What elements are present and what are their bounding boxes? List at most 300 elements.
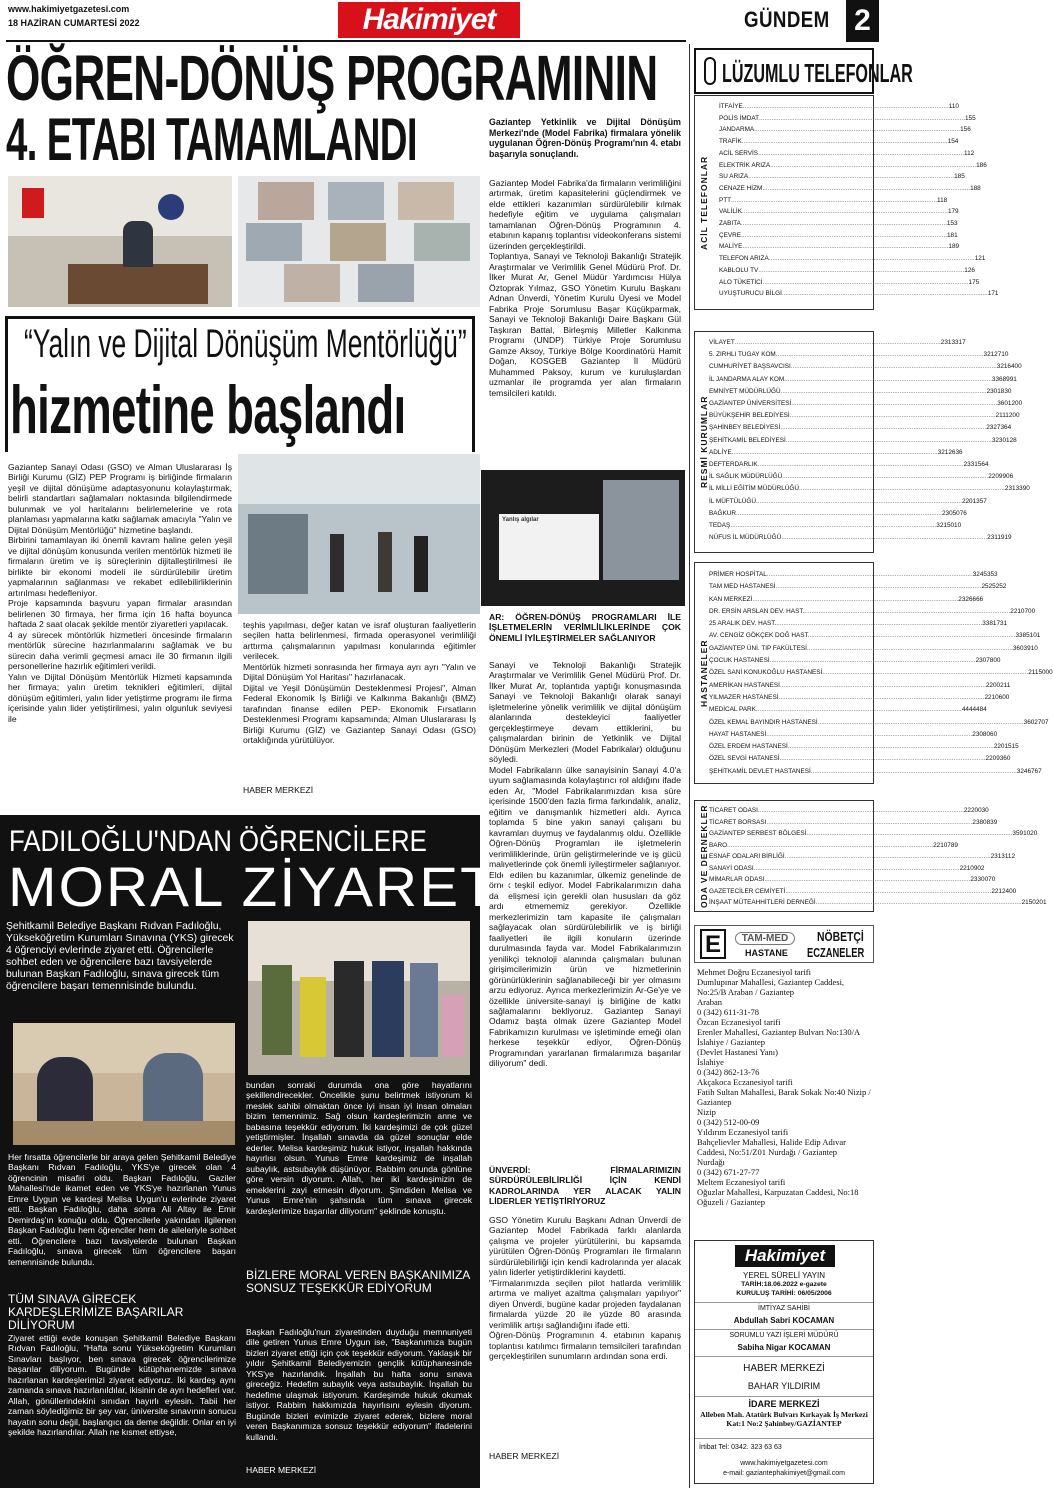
sponsor-name: TAM-MED [735,932,795,945]
article2-byline: HABER MERKEZİ [243,785,314,795]
hospitals-number[interactable]: 2210600 [984,693,1010,701]
hospitals-name: PRİMER HOSPİTAL [709,571,767,578]
leader-dots [743,101,949,113]
official-number[interactable]: 2301830 [986,387,1012,395]
leader-dots [754,863,960,875]
hospitals-row [709,766,1042,778]
pharmacy-e-icon: E [700,929,726,959]
owner-label: İMTİYAZ SAHİBİ [758,1305,810,1312]
leader-dots [776,581,982,593]
chambers-name: İNŞAAT MÜTEAHHİTLERİ DERNEĞİ [709,899,816,906]
emergency-list [719,101,999,300]
sponsor-sub: HASTANE [745,948,788,958]
hospitals-number[interactable]: 2200211 [985,681,1011,689]
official-name: ADLİYE [709,448,732,456]
official-row [709,349,1009,361]
emergency-row [719,288,999,300]
chambers-name: MİMARLAR ODASI [709,876,765,883]
official-row [709,386,1012,398]
leader-dots [727,840,933,852]
chambers-name: GAZİANTEP SERBEST BÖLGESİ [709,830,807,837]
leader-dots [758,459,964,471]
video-conference-photo [238,176,480,307]
hospitals-number[interactable]: 2308060 [972,730,998,738]
hospitals-number[interactable]: 2210700 [1010,607,1036,615]
emergency-name: SU ARIZA [719,173,749,181]
official-number[interactable]: 2313390 [1004,485,1030,493]
hospitals-name: HAYAT HASTANESİ [709,730,767,738]
hospitals-row [709,569,998,581]
leader-dots [752,594,958,606]
visit-photo-1 [13,1023,235,1145]
site-url[interactable]: www.hakimiyetgazetesi.com [8,4,130,14]
emergency-number[interactable]: 179 [947,208,959,216]
emergency-row [719,230,958,242]
chambers-row [709,840,958,852]
pharmacy-title-1: NÖBETÇİ [817,929,864,944]
hospitals-number[interactable]: 3385101 [1015,632,1041,640]
hospitals-label: HASTANELER [699,639,709,707]
emergency-number[interactable]: 110 [948,103,959,110]
admin-label: İDARE MERKEZİ [748,1399,820,1409]
chambers-name: ESNAF ODALARI BİRLİĞİ [709,853,785,860]
leader-dots [790,410,996,422]
official-row [709,447,963,459]
issue-date: 18 HAZİRAN CUMARTESİ 2022 [8,18,140,28]
hospitals-number[interactable]: 3245353 [972,571,998,578]
leader-dots [735,337,941,349]
leader-dots [818,717,1024,729]
hospitals-number[interactable]: 2326666 [958,595,984,603]
official-number[interactable]: 3216400 [996,363,1022,371]
official-number[interactable]: 2313317 [940,339,966,346]
article3-column-1a: Her fırsatta öğrencilerle bir araya gelen Şehitkamil Belediye Başkanı Rıdvan Fadıloğlu, YKS'ye girecek olan 4 öğrencinin misafiri oldu. Başkan Fadıloğlu, Gaziler Mahallesi'nde ikamet eden ve YKS'ye hazırlanan Yunus Emre Uygun ve kardeşi Melisa Uygun'u evlerinde ziyaret etti. Başkan Fadıloğlu, daha sonra Ali Altay ile Emir Demirdaş'ın konuğu oldu. Öğrencilerle yakından ilgilenen Başkan Fadıloğlu hem öğrenciler hem de aileleriyle sohbet etti. Öğrencilere bazı tavsiyelerde bulunan Başkan Fadıloğlu, sınava girecek tüm öğrencilere başarı temennisinde bulundu. [8,1152,236,1267]
leader-dots [742,206,948,218]
chambers-name: TİCARET BORSASI [709,818,767,826]
official-name: BAĞKUR [709,509,736,517]
article1-subhead-2: ÜNVERDİ: FİRMALARIMIZIN SÜRDÜRÜLEBİLİRLİĞİ İÇİN KENDİ KADROLARINDA YER ALACAK YALIN LİDERLER YETİŞTİRİYORUZ [489,1165,681,1207]
article1-paragraph-6: "Firmalarımızda seçilen pilot hatlarda verimlilik artırma ve maliyet azaltma çalışmaları yapılıyor" diyen Ünverdi, bugüne kadar projeden faydalanan firmalarda yüzde 20 ile yüzde 80 arasında verimlilik artışı sağlandığını ifade etti. [489,1277,681,1330]
emergency-box [694,95,999,310]
article3-subhead-2: BİZLERE MORAL VEREN BAŞKANIMIZA SONSUZ TEŞEKKÜR EDİYORUM [246,1268,470,1296]
hospitals-row [709,680,1011,692]
visit-photo-2 [248,921,470,1075]
official-number[interactable]: 2305076 [941,509,967,517]
leader-dots [786,435,992,447]
hospitals-number[interactable]: 3381731 [982,620,1008,628]
hospitals-name: ÖZEL SEVGİ HATANESİ [709,755,780,763]
hospitals-name: TAM MED HASTANESİ [709,583,776,591]
hospitals-number[interactable]: 2209360 [985,755,1011,763]
official-row [709,459,989,471]
chambers-row [709,851,1016,863]
article3-lead: Şehitkamil Belediye Başkanı Rıdvan Fadıloğlu, Yükseköğretim Kurumları Sınavına (YKS) girecek 4 öğrenciyi evlerinde ziyaret etti. Öğrencilerle sohbet eden ve öğrencilere bazı tavsiyelerde bulunan Başkan Fadıloğlu, sınava girecek tüm öğrencilere başarı temennisinde bulundu. [6,921,234,993]
leader-dots [811,766,1017,778]
editor-label: SORUMLU YAZI İŞLERİ MÜDÜRÜ [729,1332,839,1339]
chambers-number[interactable]: 2380839 [972,818,998,826]
article1-lead: Gaziantep Yetkinlik ve Dijital Dönüşüm Merkezi'nde (Model Fabrika) firmalara yönelik uygulanan Öğren-Dönüş Programı'nın 4. etabı başarıyla sonuçlandı. [489,117,681,160]
article3-column-1b: Ziyaret ettiği evde konuşan Şehitkamil Belediye Başkanı Rıdvan Fadıloğlu, "Hafta sonu Yükseköğretim Kurumları Sınavları başlıyor, ben sınava girecek öğrencilerimize başarılar diliyorum. Bugünde kütüphanemizde sınava hazırlanan kardeşlerimizi ziyaret ediyoruz. İki kardeş aynı zamanda sınava hazırlanıldılar, ikisinin de ayrı hedefleri var. Allah, gönüllerindekini sınıdan hayırlı eylesin. Tabii her zaman söylediğimiz bir şey var, üniversite sınavının sonucu hayatın sonu değil, başlangıcı da deme değildir. Onlar en iyi şekilde hazırlandılar. Allah ne kısmet ettiyse, [8,1333,236,1438]
article3-column-2a: bundan sonraki durumda ona göre hayatlarını şekillendirecekler. Öncelikle şunu belirtmek istiyorum ki meslek sahibi olmaktan önce iyi insan iyi insan olmaları bizim temennimiz. Sağ olsun kardeşlerimizin anne ve babasına teşekkür ediyorum. İki kardeşimizi de çok güzel yetiştirmişler. İnşallah sınavda da güzel sonuçlar elde ederler. Melisa kardeşimiz hukuk istiyor, inşallah hakkında hayırlısı olsun. Yunus Emre kardeşimiz de inşallah subaylık, astsubaylık düşünüyor. Rabbim onunda gönlüne göre versin diyorum. Allah, her iki kardeşimizin de emeklerini zayi etmesin diyorum. Şimdiden Melisa ve Yunus Emre'nin şahsında tüm sınava girecek kardeşlerimize başarılar diliyorum" şeklinde konuştu. [246,1080,472,1216]
leader-dots [776,618,982,630]
hospitals-name: ÖZEL ERDEM HASTANESİ [709,743,788,751]
hospitals-number[interactable]: 2307800 [975,657,1001,665]
official-row [709,398,1023,410]
article1-subhead-1: AR: ÖĞREN-DÖNÜŞ PROGRAMLARI İLE İŞLETMELERİN VERİMLİLİKLERİNDE ÇOK ÖNEMLİ İYİLEŞTİRMELER SAĞLANIYOR [489,612,681,643]
official-name: 5. ZIRHLI TUGAY KOM. [709,351,778,359]
emergency-number[interactable]: 175 [968,278,980,286]
official-row [709,410,1020,422]
leader-dots [788,741,994,753]
official-name: DEFTERDARLIK [709,461,758,469]
emergency-number[interactable]: 188 [970,184,981,192]
official-number[interactable]: 2311919 [987,534,1012,542]
chambers-number[interactable]: 2330070 [970,876,996,883]
hospitals-name: YILMAZER HASTANESİ [709,693,779,701]
emergency-name: TELEFON ARIZA [719,255,769,263]
hospitals-row [709,753,1011,765]
hospitals-number[interactable]: 4444484 [961,706,987,714]
leader-dots [758,148,964,160]
chambers-box [694,800,1047,912]
hospitals-row [709,630,1041,642]
leader-dots [785,886,991,898]
article2-column-2: teşhis yapılması, değer katan ve israf oluşturan faaliyetlerin seçilen hatta belirlenmesi, firmada operasyonel verimliliği arttırma çalışmalarının yapılması konularında eğitimler verilecek. Mentörlük hizmeti sonrasında her firmaya ayrı ayrı "Yalın ve Dijital Dönüşüm Yol Haritası" hazırlanacak. Dijital ve Yeşil Dönüşümün Desteklenmesi Projesi", Alman Federal Ekonomik İş Birliği ve Kalkınma Bakanlığı (BMZ) tarafından finanse edilen PEP- Ekonomik Fırsatların Desteklenmesi Programı kapsamında; Alman Uluslararası İş Birliği Kurumu (GİZ) ve Gaziantep Sanayi Odası (GSO) ortaklığında yürütülüyor. [243,620,476,746]
hospitals-row [709,618,1008,630]
official-name: İL MİLLİ EĞİTİM MÜDÜRLÜĞÜ [709,485,799,493]
emergency-name: ACİL SERVİS [719,149,759,157]
article3-kicker: FADILOĞLU'NDAN ÖĞRENCİLERE [9,825,427,858]
hospitals-row [709,717,1049,729]
emergency-name: TRAFİK [719,138,742,146]
chambers-label: ODA VE DERNEKLER [699,804,709,908]
official-name: NÜFUS İL MÜDÜRLÜĞÜ [709,534,782,542]
article2-kicker: “Yalın ve Dijital Dönüşüm Mentörlüğü” [24,322,467,366]
hospitals-number[interactable]: 2525252 [981,583,1007,591]
hospitals-number[interactable]: 2115000 [1028,669,1053,677]
emergency-number[interactable]: 186 [976,161,987,169]
official-name: İL MÜFTÜLÜĞÜ [709,497,756,505]
hospitals-row [709,581,1007,593]
leader-dots [741,230,947,242]
article3-headline: MORAL ZİYARETİ [8,855,517,918]
official-number[interactable]: 3212636 [937,448,963,456]
emergency-number[interactable]: 118 [937,196,948,204]
official-number[interactable]: 3215010 [936,522,962,530]
leader-dots [810,630,1016,642]
leader-dots [767,569,973,581]
official-row [709,483,1030,495]
emergency-number[interactable]: 181 [947,231,958,239]
leader-dots [785,851,991,863]
official-name: GAZİANTEP ÜNİVERSİTESİ [709,400,792,408]
imprint-box [694,1240,874,1484]
editor-name: Sabiha Nigar KOCAMAN [737,1343,831,1352]
imprint-line-1: YEREL SÜRELİ YAYIN [743,1271,825,1280]
emergency-name: ELEKTRİK ARIZA [719,161,771,169]
hospitals-row [709,594,984,606]
emergency-number[interactable]: 156 [960,126,971,134]
leader-dots [786,374,992,386]
leader-dots [742,136,948,148]
emergency-name: İTFAİYE [719,103,743,110]
emergency-label: ACİL TELEFONLAR [699,155,709,250]
official-row [709,508,967,520]
official-row [709,422,1012,434]
hospitals-row [709,729,998,741]
leader-dots [763,277,969,289]
hospitals-name: ÖZEL SANİ KONUKOĞLU HASTANESİ [709,669,823,677]
chambers-row [709,874,996,886]
hospitals-row [709,655,1001,667]
leader-dots [732,447,938,459]
imprint-logo: Hakimiyet [735,1245,835,1267]
chambers-number[interactable]: 2210902 [959,864,985,872]
chambers-name: GAZETECİLER CEMİYETİ [709,887,786,895]
contact-web[interactable]: www.hakimiyetgazetesi.com [740,1460,828,1467]
emergency-number[interactable]: 185 [954,173,965,181]
leader-dots [806,828,1012,840]
news-label: HABER MERKEZİ [743,1363,825,1374]
imprint-line-2: TARİH:18.06.2022 e-gazete [741,1281,827,1288]
office-photo [8,176,232,307]
conference-screen-photo [481,470,685,606]
official-name: EMNİYET MÜDÜRLÜĞÜ [709,387,781,395]
emergency-name: ÇEVRE [719,231,742,239]
leader-dots [780,422,986,434]
official-row [709,532,1012,544]
chambers-row [709,828,1038,840]
emergency-row [719,101,959,113]
official-list [709,337,1030,544]
leader-dots [816,897,1022,909]
admin-address: Alleben Mah. Atatürk Bulvarı Kırkayak İş Merkezi Kat:1 No:2 Şahinbey/GAZİANTEP [700,1410,868,1428]
article1-body-1 [489,178,681,460]
hospitals-row [709,606,1036,618]
article1-headline-2: 4. ETABI TAMAMLANDI [6,106,417,173]
official-number[interactable]: 2331564 [963,461,989,469]
leader-dots [782,288,988,300]
official-number[interactable]: 2201357 [961,497,987,505]
leader-dots [807,643,1013,655]
contact-email[interactable]: e-mail: gaziantephakimiyet@gmail.com [723,1470,845,1477]
official-name: ŞAHİNBEY BELEDİYESİ [709,424,781,432]
emergency-number[interactable]: 121 [974,255,986,263]
official-name: VİLAYET [709,339,735,346]
emergency-name: POLİS İMDAT [719,114,760,122]
leader-dots [770,160,976,172]
emergency-name: JANDARMA [719,126,755,134]
leader-dots [778,349,984,361]
official-number[interactable]: 3601200 [997,400,1023,408]
article3-box [0,815,517,1488]
emergency-row [719,136,959,148]
article1-paragraph-1: Gaziantep Model Fabrika'da firmaların verimliliğini artırmak, üretim kapasitelerini güçlendirmek ve elde ettikleri kazanımları sürdürülebilir kılmak hedefiyle eğitim ve uygulama çalışmaları tamamlanan Öğren-Dönüş Programının 4. etabının kapanış toplantısı videokonferans sistemi üzerinden gerçekleştirildi. [489,178,681,251]
leader-dots [736,508,942,520]
emergency-row [719,195,948,207]
chambers-number[interactable]: 3591020 [1012,830,1038,837]
emergency-row [719,113,976,125]
emergency-row [719,265,975,277]
leader-dots [791,398,997,410]
article1-paragraph-4: Model Fabrikaların ülke sanayisinin Sanayi 4.0'a uyum sağlamasında kolaylaştırıcı rol aldığını ifade eden Ar, "Model Fabrikalarımızdan kısa süre içerisinde 1500'den fazla firma farkındalık, analiz, eğitim ve danışmanlık hizmetleri aldı. Ayrıca toplamda 5 bine yakın sanayi çalışanı bu kavramları duymuş ve faydalanmış oldu. Özellikle Öğren-Dönüş Programları ile işletmelerin verimliliklerinde, ürün geliştirmelerinde ve iş gücü maliyetlerinde çok önemli iyileştirmeler sağlanıyor. Elde edilen bu kazanımlar, ülkemiz genelinde de örnek teşkil ediyor. Model Fabrikalarımızın daha da gelişmesi için gerekli olan hususları da göz ardı etmememiz gerekiyor. Özellikle merkezlerimizin tam kapasite ile çalışmaları sağlayacak olan sürdürülebilirlik ve iş birliği faaliyetleri ile ilgili konuların üzerinde durulmasında fayda var. Model Fabrikalarımızın yenilikçi teknoloji alanında çalışmaları bulunan girişimcilerimizin ürün ve hizmetlerinin görünürlüklerinin sağlanabileceği bir yer olmasını arzu ediyoruz. Ayrıca merkezlerimizin Ar-Ge'ye ve özellikle üniversite-sanayi iş birliğine de katkı sağlamalarını bekliyoruz. Gaziantep Sanayi Odamız başta olmak üzere Gaziantep Model Fabrikamızın kurulması ve işletiminde emeği olan herkese teşekkür ediyor, Öğren-Dönüş Programından yararlanan firmalarımıza başarılar diliyorum" dedi. [489,764,681,1069]
pharmacy-header [694,925,874,963]
emergency-number[interactable]: 126 [964,266,975,274]
emergency-row [719,148,975,160]
emergency-name: VALİLİK [719,208,742,216]
official-row [709,471,1014,483]
official-row [709,496,987,508]
imprint-line-3: KURULUŞ TARİHİ: 06/05/2006 [736,1290,832,1297]
leader-dots [731,195,937,207]
leader-dots [764,874,970,886]
phones-title-box [694,48,913,94]
emergency-name: UYUŞTURUCU BİLGİ [719,290,782,298]
official-number[interactable]: 3368991 [991,375,1017,383]
leader-dots [759,113,965,125]
pharmacy-list: Mehmet Doğru Eczanesiyol tarifi Dumlupınar Mahallesi, Gaziantep Caddesi, No:25/B Araban / Gaziantep Araban 0 (342) 611-31-78 Özcan Eczanesiyol tarifi Erenler Mahallesi, Gaziantep Bulvarı No:130/A İslahiye / Gaziantep (Devlet Hastanesi Yanı) İslahiye 0 (342) 862-13-76 Akçakoca Eczanesiyol tarifi Fatih Sultan Mahallesi, Barak Sokak No:40 Nizip / Gaziantep Nizip 0 (342) 512-00-09 Yıldırım Eczanesiyol tarifi Bahçelievler Mahallesi, Halide Edip Adıvar Caddesi, No:51/Z01 Nurdağı / Gaziantep Nurdağı 0 (342) 671-27-77 Meltem Eczanesiyol tarifi Oğuzlar Mahallesi, Karpuzatan Caddesi, No:18 Oğuzeli / Gaziantep [697,967,871,1208]
chambers-number[interactable]: 2212400 [991,887,1017,895]
official-row [709,435,1017,447]
official-row [709,361,1022,373]
hospitals-name: 25 ARALIK DEV. HAST. [709,620,777,628]
article1-headline-1: ÖĞREN-DÖNÜŞ PROGRAMININ [6,42,658,114]
screen-slide-title: Yanlış algılar [502,517,539,523]
section-title: GÜNDEM [744,7,830,32]
hospitals-list [709,569,1053,778]
official-label: RESMİ KURUMLAR [699,395,709,489]
article1-paragraph-2: Toplantıya, Sanayi ve Teknoloji Bakanlığı Stratejik Araştırmalar ve Verimlilik Genel Müdürü Prof. Dr. İlker Murat Ar, Genel Müdür Yardımcısı Hülya Öztoprak Yılmaz, GSO Yönetim Kurulu Başkanı Adnan Ünverdi, Yönetim Kurulu Üyesi ve Model Fabrika Proje Sorumlusu Başar Küçükparmak, Sanayi ve Teknoloji Bakanlığı Daire Başkanı Gül Taşkıran Battal, Birleşmiş Milletler Kalkınma Programı (UNDP) Türkiye Proje Sorumlusu Gamze Aksoy, Türkiye Bölge Koordinatörü Hamit Doğan, KOSGEB Gaziantep İl Müdürü Muhammed Paksoy, kurum ve kuruluşlardan uzmanlar ile programda yer alan firmaların temsilcileri katıldı. [489,251,681,398]
leader-dots [758,805,964,817]
emergency-number[interactable]: 112 [964,149,975,157]
hospitals-number[interactable]: 3246767 [1016,767,1042,775]
emergency-row [719,183,981,195]
emergency-name: ALO TÜKETİCİ [719,278,763,286]
hospitals-number[interactable]: 2201515 [993,743,1019,751]
official-name: İL SAĞLIK MÜDÜRLÜĞÜ [709,473,783,481]
emergency-row [719,124,971,136]
leader-dots [782,471,988,483]
leader-dots [766,817,972,829]
official-number[interactable]: 2111200 [995,412,1020,420]
leader-dots [822,667,1028,679]
leader-dots [791,361,997,373]
emergency-number[interactable]: 155 [964,114,976,122]
emergency-number[interactable]: 171 [987,290,999,298]
article1-paragraph-3: Sanayi ve Teknoloji Bakanlığı Stratejik Araştırmalar ve Verimlilik Genel Müdürü Prof. Dr. İlker Murat Ar, toplantıda yaptığı konuşmasında Sanayi ve Teknoloji Bakanlığı olarak sanayi işletmelerine yönelik verimlilik ve dijital dönüşüm alanlarında destekleyici faaliyetler gerçekleştirmeye devam ettiklerini, bu çalışmalardan birinin de Yetkinlik ve Dijital Dönüşüm Merkezleri (Model Fabrikalar) olduğunu söyledi. [489,660,681,765]
emergency-name: KABLOLU TV [719,266,759,274]
hospitals-row [709,667,1053,679]
article3-byline: HABER MERKEZİ [246,1465,317,1475]
chambers-number[interactable]: 2150201 [1021,899,1047,906]
hospitals-box [694,562,1053,784]
chambers-list [709,805,1047,909]
emergency-row [719,160,987,172]
hospitals-name: GAZİANTEP ÜNİ. TIP FAKÜLTESİ [709,644,807,652]
official-name: ŞEHİTKAMİL BELEDİYESİ [709,436,786,444]
official-number[interactable]: 3212710 [983,351,1009,359]
article3-subhead-1: TÜM SINAVA GİRECEK KARDEŞLERİMİZE BAŞARILAR DİLİYORUM [8,1292,184,1333]
official-number[interactable]: 3230128 [991,436,1017,444]
pharmacy-title-2: ECZANELER [807,945,865,960]
leader-dots [730,520,936,532]
leader-dots [770,655,976,667]
official-number[interactable]: 2209906 [988,473,1014,481]
official-name: BÜYÜKŞEHİR BELEDİYESİ [709,412,790,420]
hospitals-name: DR. ERSİN ARSLAN DEV. HAST. [709,607,805,615]
chambers-row [709,897,1047,909]
official-number[interactable]: 2327364 [986,424,1012,432]
article1-byline: HABER MERKEZİ [489,1451,560,1461]
emergency-name: ZABITA [719,220,741,228]
leader-dots [769,253,975,265]
chambers-name: SANAYİ ODASI [709,864,754,872]
hospitals-name: ÇOCUK HASTANESİ [709,657,770,665]
chambers-number[interactable]: 2313112 [990,853,1016,860]
emergency-row [719,171,965,183]
leader-dots [780,680,986,692]
leader-dots [758,265,964,277]
article1-body-2 [489,660,681,1160]
hospitals-number[interactable]: 3602707 [1023,718,1049,726]
article3-column-2b: Başkan Fadıloğlu'nun ziyaretinden duyduğu memnuniyeti dile getiren Yunus Emre Uygun ise, "Başkanımıza bugün bizleri ziyaret ettiği için çok teşekkür ediyorum. Yaklaşık bir yıldır Şehitkamil Belediyemizin gençlik kütüphanesinde YKS'ye hazırlandık. İnşallah bu hafta sonu sınava gireceğiz. Hedefim subaylık veya astsubaylık. İnşallah bu hedefime ulaşmak istiyorum. Kardeşimde hukuk okumak istiyor. Rabbim hakkımızda hayırlısını eylesin diyorum. Bugünde bizleri evimizde ziyaret ederek, bizlere moral veren Başkanımıza sonsuz teşekkür ediyorum" ifadelerini kullandı. [246,1327,472,1442]
owner-name: Abdullah Sabri KOCAMAN [733,1316,835,1325]
official-row [709,520,962,532]
leader-dots [742,241,948,253]
hospitals-number[interactable]: 3603910 [1012,644,1038,652]
emergency-row [719,206,959,218]
official-box [694,331,1030,553]
emergency-name: CENAZE HİZM. [719,184,765,192]
news-name: BAHAR YILDIRIM [747,1381,821,1391]
leader-dots [756,704,962,716]
emergency-number[interactable]: 189 [948,243,960,251]
leader-dots [754,124,960,136]
hospitals-name: MEDİCAL PARK [709,706,756,714]
leader-dots [748,171,954,183]
leader-dots [781,386,987,398]
official-row [709,374,1017,386]
leader-dots [756,496,962,508]
chambers-number[interactable]: 2210789 [933,841,958,849]
emergency-number[interactable]: 154 [947,138,959,146]
page-number: 2 [846,0,879,42]
official-name: TEDAŞ [709,522,731,530]
hospitals-name: KAN MERKEZİ [709,595,753,603]
chambers-row [709,886,1017,898]
phone-icon [704,57,716,85]
official-row [709,337,966,349]
phones-title: LÜZUMLU TELEFONLAR [722,58,913,88]
article2-column-1: Gaziantep Sanayi Odası (GSO) ve Alman Uluslararası İş Birliği Kurumu (GİZ) PEP Programı iş birliğinde firmaların yeşil ve dijital dönüşüme adaptasyonunu kolaylaştırmak, belirli standartları sağlamaları noktasında bilgilendirmede bulunmak ve yol haritalarını belirlemelerine ve rota planlaması yapmalarına katkı sağlamak amacıyla "Yalın ve Dijital Dönüşüm Mentörlüğü" hizmetine başlandı. Birbirini tamamlayan iki önemli kavram haline gelen yeşil ve dijital dönüşüm konusunda verilen mentörlük hizmeti ile firmaların üretim ve iş süreçlerinin dijitalleştirilmesi ile birlikte bir ekonomi modeli ile sürdürülebilir üretim yapmalarının sağlanması ve rekabet edilebilirliklerinin artırılması hedefleniyor. Proje kapsamında başvuru yapan firmalar arasından belirlenen 30 firmaya, her firma için 16 hafta boyunca haftada 2 saat olacak şekilde mentör ziyaretleri yapılacak. 4 ay sürecek möntörlük hizmetleri öncesinde firmaların mentörlük sürecine hazırlanmalarını sağlamak ve bu sürecin daha verimli geçmesi amacı ile 30 firmanın ilgili personellerine hazırlık eğitimleri verildi. Yalın ve Dijital Dönüşüm Mentörlük Hizmeti kapsamında her firmaya; yalın üretim teknikleri eğitimleri, dijital dönüşüm eğitimleri, yalın lider yetiştirme programı ile firma içerisinde yalın lider yetiştirilmesi, yalın olgunluk seviyesi ile [8,462,232,724]
leader-dots [764,183,970,195]
contact-phone: İrtibat Tel: 0342. 323 63 63 [699,1444,782,1451]
emergency-name: PTT [719,196,732,204]
emergency-row [719,253,986,265]
chambers-row [709,805,989,817]
chambers-number[interactable]: 2220030 [963,807,989,814]
hospitals-name: ÖZEL KEMAL BAYINDIR HASTANESİ [709,718,818,726]
leader-dots [780,753,986,765]
emergency-row [719,218,958,230]
chambers-name: BARO [709,841,728,849]
article2-headline: hizmetine başlandı [10,372,406,448]
newspaper-logo: Hakimiyet [338,2,520,38]
leader-dots [778,692,984,704]
leader-dots [804,606,1010,618]
emergency-number[interactable]: 153 [946,220,958,228]
chambers-row [709,863,985,875]
